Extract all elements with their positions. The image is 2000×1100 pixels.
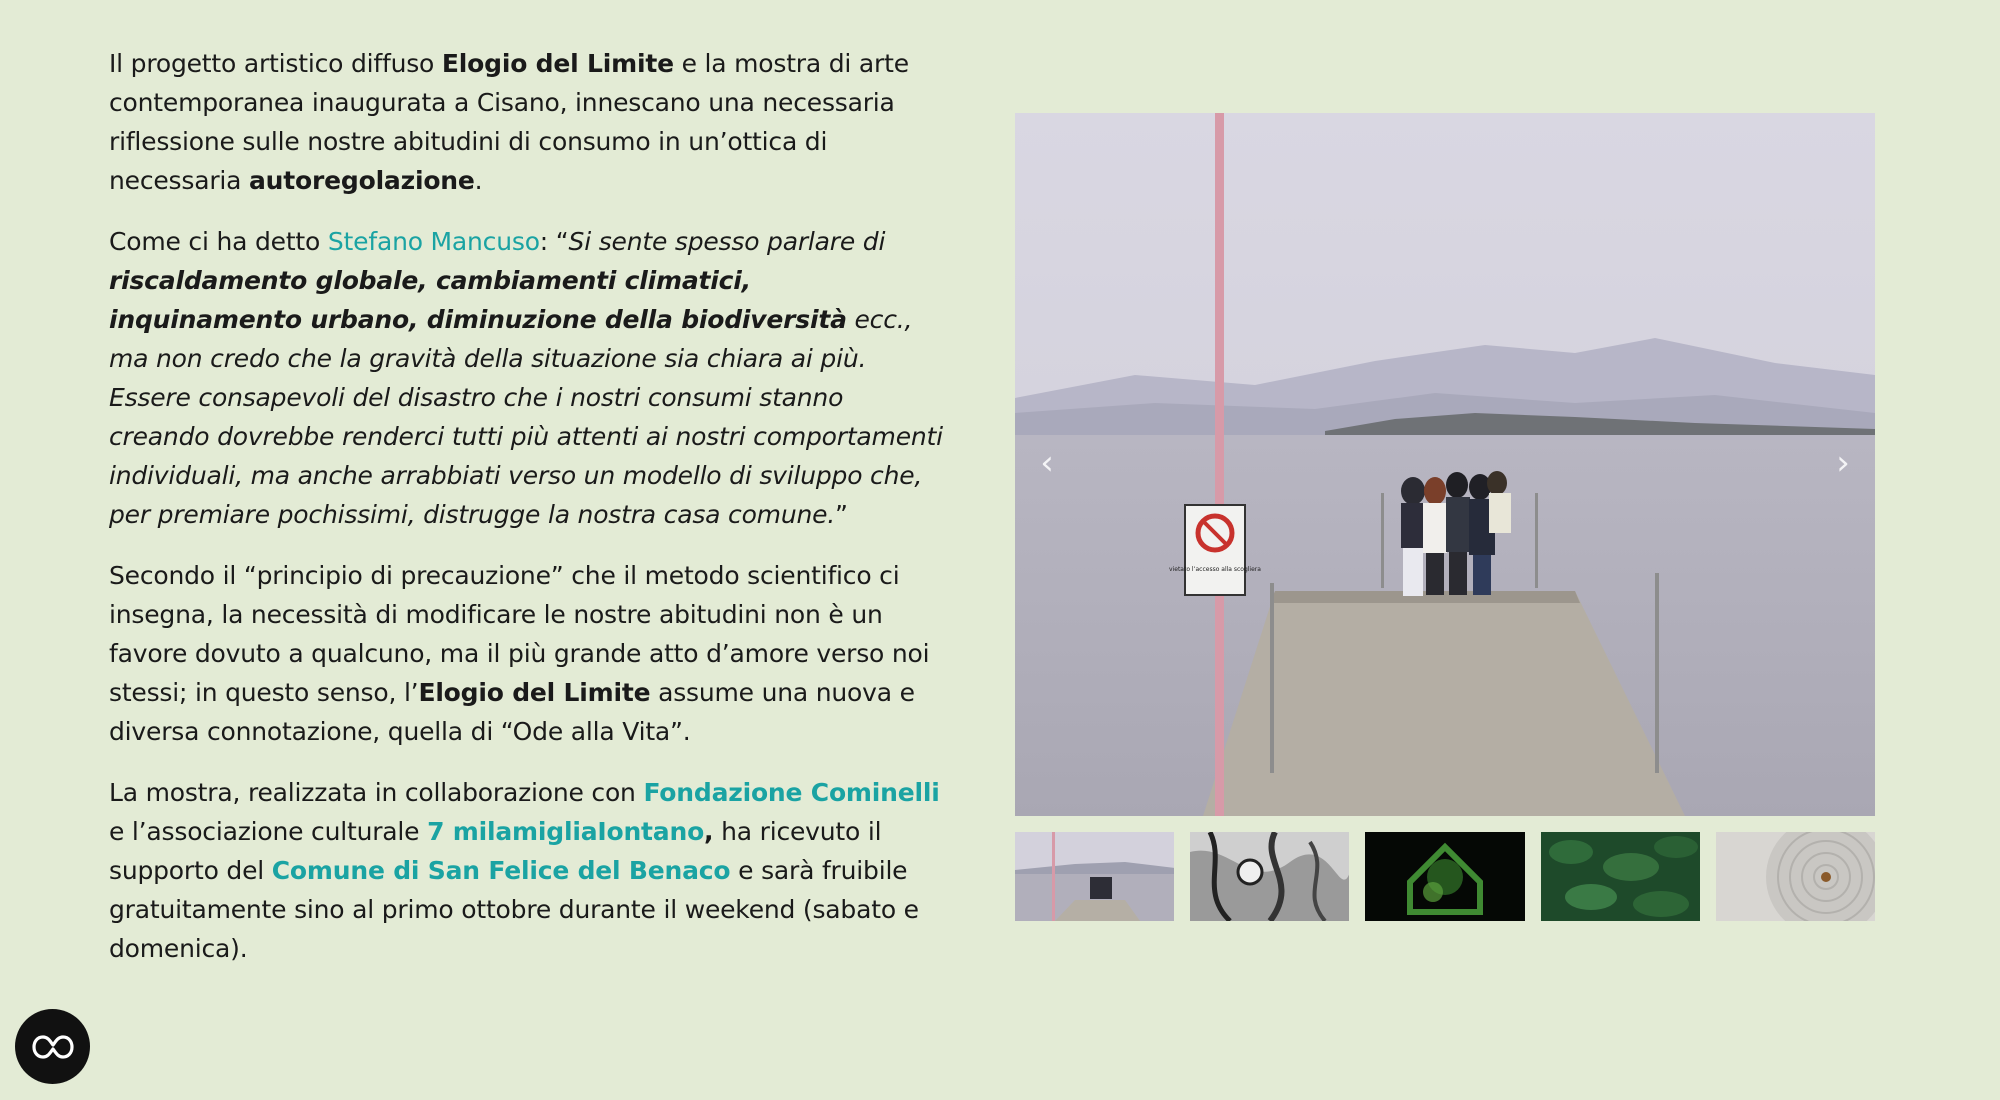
text: Come ci ha detto — [109, 227, 328, 256]
mural-thumbnail-image — [1190, 832, 1349, 921]
link-7-milamigliaIontano[interactable]: 7 milamigliaIontano — [427, 817, 705, 846]
sign-text: vietato l’accesso alla scogliera — [1169, 566, 1261, 573]
bold-italic-text: riscaldamento globale, cambiamenti climatici, inquinamento urbano, diminuzione della biodiversità — [109, 266, 847, 334]
paragraph-precaution — [109, 556, 949, 751]
link-comune-san-felice[interactable]: Comune di San Felice del Benaco — [271, 856, 731, 885]
thumbnail-disc[interactable] — [1716, 832, 1875, 921]
link-fondazione-cominelli[interactable]: Fondazione Cominelli — [643, 778, 940, 807]
text: assume una nuova e diversa connotazione, quella di “Ode alla Vita”. — [109, 678, 915, 746]
text: e la mostra di arte contemporanea inaugurata a Cisano, innescano una necessaria riflessione sulle nostre abitudini di consumo in un’ottica di necessaria — [109, 49, 909, 195]
gallery-main-image — [1015, 113, 1875, 816]
text: Secondo il “principio di precauzione” che il metodo scientifico ci insegna, la necessità di modificare le nostre abitudini non è un favore dovuto a qualcuno, ma il più grande atto d’amore verso noi stessi; in questo senso, l’ — [109, 561, 930, 707]
paragraph-quote — [109, 222, 949, 534]
text: La mostra, realizzata in collaborazione con — [109, 778, 644, 807]
text: e sarà fruibile gratuitamente sino al primo ottobre durante il weekend (sabato e domenica). — [109, 856, 919, 963]
accessibility-button[interactable] — [15, 1009, 90, 1084]
foliage-thumbnail-image — [1541, 832, 1700, 921]
thumbnail-mural[interactable] — [1190, 832, 1349, 921]
bold-text: Elogio del Limite — [418, 678, 651, 707]
text: . — [474, 166, 483, 195]
image-gallery — [1015, 113, 1875, 921]
italic-text: Si sente spesso parlare di — [568, 227, 886, 256]
italic-text: ecc., ma non credo che la gravità della situazione sia chiara ai più. Essere consapevoli del disastro che i nostri consumi stanno creando dovrebbe renderci tutti più attenti ai nostri comportamenti individuali, ma anche arrabbiati verso un modello di sviluppo che, per premiare pochissimi, distrugge la nostra casa comune. — [109, 305, 943, 529]
text: ha ricevuto il supporto del — [109, 817, 882, 885]
pier-photo — [1015, 113, 1875, 816]
bold-text: autoregolazione — [249, 166, 475, 195]
text: : “ — [539, 227, 569, 256]
thumbnail-green-light[interactable] — [1365, 832, 1524, 921]
text: ” — [835, 500, 848, 529]
bold-text: Elogio del Limite — [441, 49, 674, 78]
green-light-thumbnail-image — [1365, 832, 1524, 921]
paragraph-credits — [109, 773, 949, 968]
disc-thumbnail-image — [1716, 832, 1875, 921]
text: e l’associazione culturale — [109, 817, 428, 846]
text: Il progetto artistico diffuso — [109, 49, 442, 78]
gallery-next-button[interactable]: › — [1836, 443, 1850, 483]
thumbnail-foliage[interactable] — [1541, 832, 1700, 921]
article-text — [109, 44, 949, 990]
accessibility-glasses-icon — [31, 1034, 75, 1060]
paragraph-intro — [109, 44, 949, 200]
pier-thumbnail-image — [1015, 832, 1174, 921]
link-stefano-mancuso[interactable]: Stefano Mancuso — [327, 227, 540, 256]
gallery-thumbnails — [1015, 832, 1875, 921]
gallery-prev-button[interactable]: ‹ — [1040, 443, 1054, 483]
bold-text: , — [704, 817, 714, 846]
thumbnail-pier[interactable] — [1015, 832, 1174, 921]
